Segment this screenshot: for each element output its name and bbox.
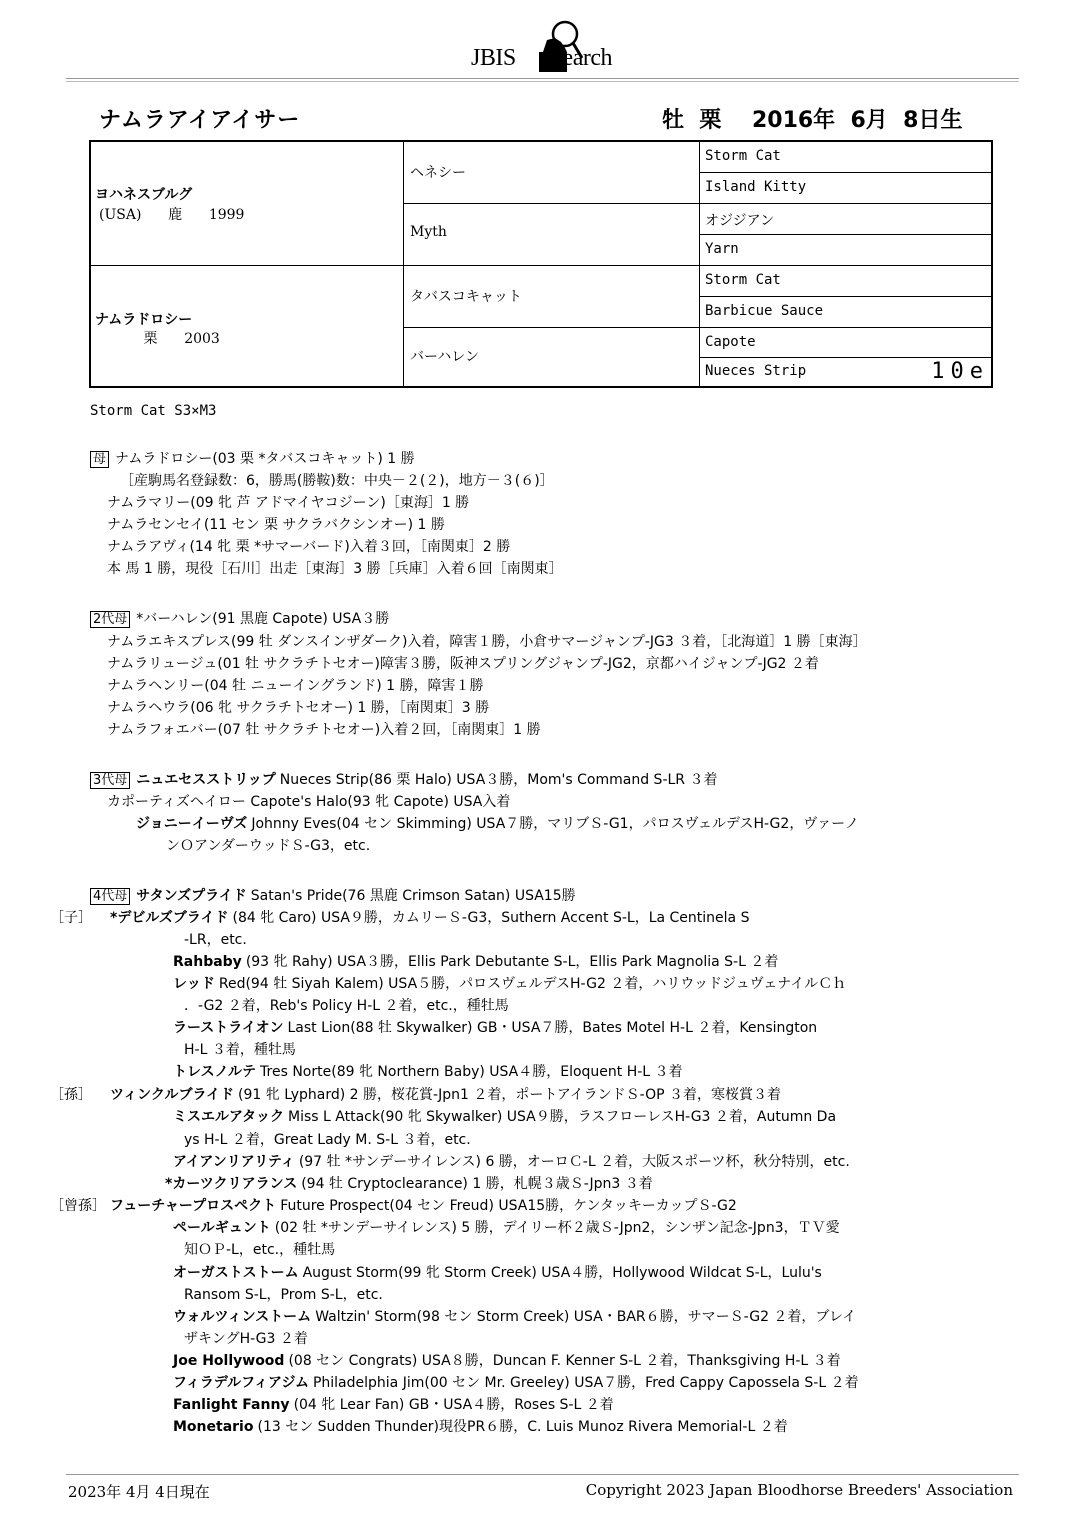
horse-sex-color-dob: 牡 栗 2016年 6月 8日生 <box>662 108 963 133</box>
g2-cell-4: バーハレン <box>403 327 699 386</box>
record-line <box>173 1061 683 1081</box>
horse-name-bold: ミスエルアタック <box>173 1109 285 1125</box>
record-text: 知ＯＰ-L，etc.，種牡馬 <box>184 1242 336 1258</box>
record-text: ナムラマリー(09 牝 芦 アドマイヤコジーン)［東海］1 勝 <box>107 495 470 511</box>
sire-detail: (USA) 鹿 1999 <box>99 207 245 223</box>
g3-cell-1: Storm Cat <box>699 142 993 172</box>
record-text: ナムラアヴィ(14 牝 栗 *サマーバード)入着３回，［南関東］2 勝 <box>107 539 511 555</box>
horse-name-bold: フィラデルフィアジム <box>173 1375 309 1391</box>
generation-tag: 2代母 <box>90 611 130 628</box>
record-text: Red(94 牡 Siyah Kalem) USA５勝，パロスヴェルデスH-G2 ２着，ハリウッドジュヴェナイルＣｈ <box>218 976 847 992</box>
record-line <box>107 719 541 739</box>
record-line <box>173 973 846 993</box>
record-line <box>173 1372 859 1392</box>
record-line <box>107 697 489 717</box>
dam-cell <box>91 265 403 386</box>
record-line <box>107 536 510 556</box>
horse-name-bold: Joe Hollywood <box>173 1353 285 1369</box>
record-text: Tres Norte(89 牝 Northern Baby) USA４勝，Eloquent H-L ３着 <box>260 1064 683 1080</box>
record-text: ナムラエキスプレス(99 牡 ダンスインザダーク)入着，障害１勝，小倉サマージャンプ-JG3 ３着，［北海道］1 勝［東海］ <box>107 634 867 650</box>
record-text: Waltzin' Storm(98 セン Storm Creek) USA・BAR６勝，サマーＳ-G2 ２着，ブレイ <box>315 1309 857 1325</box>
record-line <box>173 951 778 971</box>
record-text: Miss L Attack(90 牝 Skywalker) USA９勝，ラスフローレスH-G3 ２着，Autumn Da <box>288 1109 837 1125</box>
record-line <box>90 885 576 905</box>
record-text: ナムラセンセイ(11 セン 栗 サクラバクシンオー) 1 勝 <box>107 517 445 533</box>
header-rule <box>66 78 1019 79</box>
record-line <box>173 1151 850 1171</box>
record-line <box>184 1039 296 1059</box>
record-line <box>107 791 510 811</box>
record-text: (91 牝 Lyphard) 2 勝，桜花賞-Jpn1 ２着，ポートアイランドＳ-OP ３着，寒桜賞３着 <box>238 1087 781 1103</box>
record-line <box>50 1195 737 1215</box>
horse-name-bold: オーガストストーム <box>173 1265 299 1281</box>
record-text: (13 セン Sudden Thunder)現役PR６勝，C. Luis Munoz Rivera Memorial-L ２着 <box>257 1419 788 1435</box>
horse-name-bold: トレスノルテ <box>173 1064 257 1080</box>
horse-name-bold: サタンズプライド <box>136 888 247 904</box>
record-line <box>173 1394 614 1414</box>
horse-name-bold: アイアンリアリティ <box>173 1154 295 1170</box>
record-text: (93 牝 Rahy) USA３勝，Ellis Park Debutante S-L，Ellis Park Magnolia S-L ２着 <box>245 954 779 970</box>
horse-name-bold: *デビルズブライド <box>110 910 229 926</box>
record-text: (97 牡 *サンデーサイレンス) 6 勝，オーロＣ-L ２着，大阪スポーツ杯，秋分特別，etc. <box>298 1154 850 1170</box>
record-line <box>136 813 859 833</box>
header-rule-2 <box>66 81 1019 82</box>
record-line <box>173 1017 817 1037</box>
record-text: (02 牡 *サンデーサイレンス) 5 勝，デイリー杯２歳Ｓ-Jpn2，シンザン記念-Jpn3，ＴＶ愛 <box>274 1220 840 1236</box>
record-line <box>166 835 370 855</box>
record-text: ys H-L ２着，Great Lady M. S-L ３着，etc. <box>184 1132 471 1148</box>
generation-prefix: ［子］ <box>50 910 92 926</box>
horse-name-bold: フューチャープロスペクト <box>110 1198 277 1214</box>
g2-cell-3: タバスコキャット <box>403 265 699 327</box>
record-text: ナムラドロシー(03 栗 *タバスコキャット) 1 勝 <box>115 451 415 467</box>
generation-tag: 3代母 <box>90 772 130 789</box>
record-line <box>50 1084 781 1104</box>
record-line <box>173 1262 822 1282</box>
record-text: ナムラヘウラ(06 牝 サクラチトセオー) 1 勝，［南関東］3 勝 <box>107 700 490 716</box>
record-text: Philadelphia Jim(00 セン Mr. Greeley) USA７勝，Fred Cappy Capossela S-L ２着 <box>312 1375 859 1391</box>
g3-cell-8: Nueces Strip 10e <box>699 357 993 386</box>
record-text: *バーハレン(91 黒鹿 Capote) USA３勝 <box>136 611 390 627</box>
sire-cell <box>91 142 403 265</box>
jbis-search-logo <box>471 18 641 76</box>
horse-name: ナムラアイアイサー <box>99 108 301 133</box>
horse-name-bold: ニュエセスストリップ <box>136 772 276 788</box>
record-text: (04 牝 Lear Fan) GB・USA４勝，Roses S-L ２着 <box>293 1397 614 1413</box>
record-line <box>90 608 389 628</box>
record-text: -LR，etc. <box>184 932 247 948</box>
g3-cell-6: Barbicue Sauce <box>699 296 993 327</box>
record-line <box>107 558 563 578</box>
horse-name-bold: ジョニーイーヴズ <box>136 816 248 832</box>
record-line <box>184 1284 383 1304</box>
record-text: (84 牝 Caro) USA９勝，カムリーＳ-G3，Suthern Accent S-L，La Centinela S <box>232 910 750 926</box>
generation-tag: 4代母 <box>90 888 130 905</box>
record-line <box>173 1106 836 1126</box>
horse-name-bold: *カーツクリアランス <box>165 1176 298 1192</box>
record-text: August Storm(99 牝 Storm Creek) USA４勝，Hollywood Wildcat S-L，Lulu's <box>302 1265 822 1281</box>
as-of-date: 2023年 4月 4日現在 <box>68 1483 210 1501</box>
logo-text-left: JBIS <box>471 45 516 71</box>
horse-name-bold: ペールギュント <box>173 1220 271 1236</box>
record-text: カポーティズヘイロー Capote's Halo(93 牝 Capote) USA入着 <box>107 794 511 810</box>
logo-text-right: Search <box>549 45 612 71</box>
record-line <box>173 1350 841 1370</box>
sire-name: ヨハネスブルグ <box>95 187 193 203</box>
g3-cell-2: Island Kitty <box>699 172 993 203</box>
horse-name-bold: ウォルツィンストーム <box>173 1309 312 1325</box>
record-line <box>173 1306 856 1326</box>
g3-cell-3: オジジアン <box>699 203 993 234</box>
footer-rule <box>66 1474 1019 1475</box>
pedigree-table <box>89 140 993 388</box>
record-line <box>184 1239 335 1259</box>
horse-name-bold: ツィンクルブライド <box>110 1087 235 1103</box>
record-text: (08 セン Congrats) USA８勝，Duncan F. Kenner S-L ２着，Thanksgiving H-L ３着 <box>288 1353 841 1369</box>
g2-cell-2: Myth <box>403 203 699 265</box>
record-line <box>184 1328 308 1348</box>
record-text: ナムラヘンリー(04 牡 ニューイングランド) 1 勝，障害１勝 <box>107 678 484 694</box>
horse-name-bold: Rahbaby <box>173 954 242 970</box>
record-text: Nueces Strip(86 栗 Halo) USA３勝，Mom's Command S-LR ３着 <box>279 772 718 788</box>
record-line <box>107 675 483 695</box>
record-text: ［産駒馬名登録数：6，勝馬(勝鞍)数：中央－２(２)，地方－３(６)］ <box>120 473 554 489</box>
record-line <box>107 653 819 673</box>
record-text: ンＯアンダーウッドＳ-G3，etc. <box>166 838 371 854</box>
inbreeding-note: Storm Cat S3×M3 <box>90 403 217 419</box>
generation-tag: 母 <box>90 451 109 468</box>
record-text: Johnny Eves(04 セン Skimming) USA７勝，マリブＳ-G1，パロスヴェルデスH-G2，ヴァーノ <box>251 816 859 832</box>
g3-cell-4: Yarn <box>699 234 993 265</box>
record-line <box>173 1416 788 1436</box>
record-line <box>120 470 554 490</box>
generation-prefix: ［曾孫］ <box>50 1198 106 1214</box>
record-text: ．-G2 ２着，Reb's Policy H-L ２着，etc.，種牡馬 <box>184 998 509 1014</box>
horse-name-bold: レッド <box>173 976 215 992</box>
record-text: ザキングH-G3 ２着 <box>184 1331 308 1347</box>
record-text: H-L ３着，種牡馬 <box>184 1042 296 1058</box>
generation-prefix: ［孫］ <box>50 1087 92 1103</box>
record-text: ナムラフォエバー(07 牡 サクラチトセオー)入着２回，［南関東］1 勝 <box>107 722 541 738</box>
horse-name-bold: Monetario <box>173 1419 254 1435</box>
record-line <box>184 1129 471 1149</box>
record-line <box>107 631 867 651</box>
family-code: 10e <box>931 359 989 384</box>
copyright: Copyright 2023 Japan Bloodhorse Breeders' Association <box>585 1481 1013 1499</box>
record-text: Ransom S-L，Prom S-L，etc. <box>184 1287 383 1303</box>
record-line <box>173 1217 840 1237</box>
record-text: Last Lion(88 牡 Skywalker) GB・USA７勝，Bates Motel H-L ２着，Kensington <box>287 1020 818 1036</box>
record-line <box>184 995 509 1015</box>
record-text: (94 牡 Cryptoclearance) 1 勝，札幌３歳Ｓ-Jpn3 ３着 <box>301 1176 653 1192</box>
record-line <box>90 769 717 789</box>
horse-name-bold: Fanlight Fanny <box>173 1397 290 1413</box>
horse-name-bold: ラーストライオン <box>173 1020 284 1036</box>
g2-cell-1: ヘネシー <box>403 142 699 203</box>
record-text: ナムラリュージュ(01 牡 サクラチトセオー)障害３勝，阪神スプリングジャンプ-JG2，京都ハイジャンプ-JG2 ２着 <box>107 656 819 672</box>
record-line <box>90 448 415 468</box>
record-text: 本 馬 1 勝，現役［石川］出走［東海］3 勝［兵庫］入着６回［南関東］ <box>107 561 563 577</box>
record-line <box>165 1173 653 1193</box>
record-line <box>50 907 750 927</box>
dam-name: ナムラドロシー <box>95 312 193 328</box>
record-text: Satan's Pride(76 黒鹿 Crimson Satan) USA15勝 <box>250 888 576 904</box>
dam-detail: 栗 2003 <box>99 331 220 347</box>
record-line <box>107 492 469 512</box>
g3-cell-5: Storm Cat <box>699 265 993 296</box>
record-line <box>107 514 445 534</box>
record-line <box>184 929 247 949</box>
g3-cell-7: Capote <box>699 327 993 357</box>
record-text: Future Prospect(04 セン Freud) USA15勝，ケンタッキーカップＳ-G2 <box>280 1198 737 1214</box>
